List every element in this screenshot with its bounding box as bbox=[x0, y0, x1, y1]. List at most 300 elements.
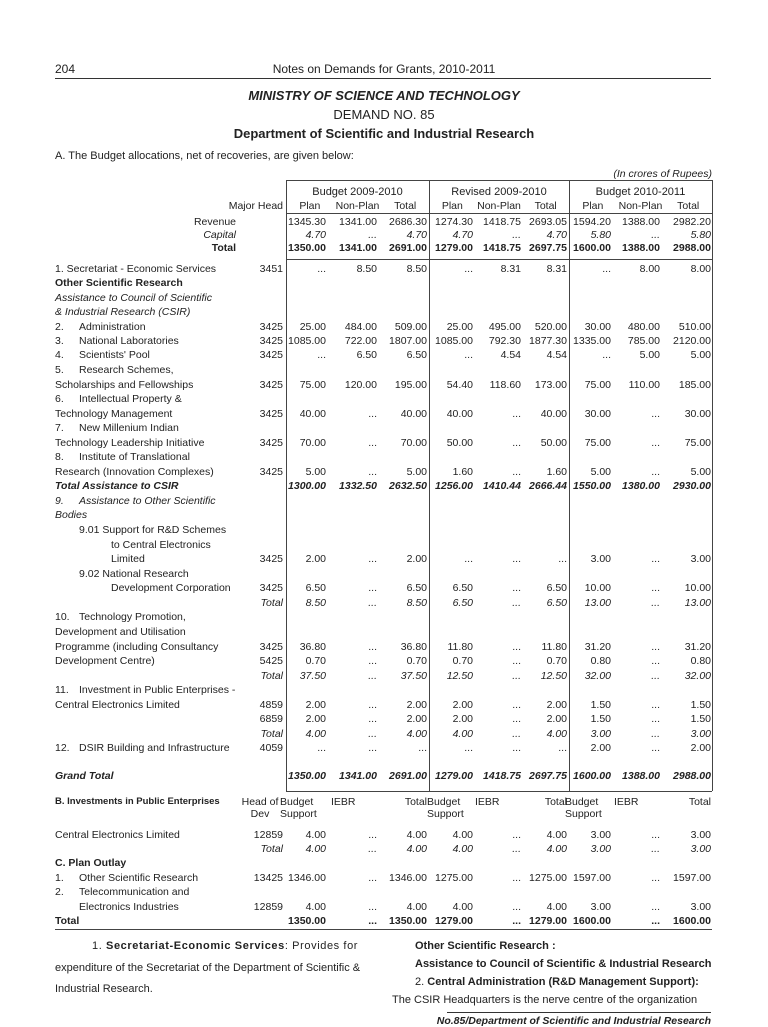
row-value-3: 40.00 bbox=[446, 408, 473, 420]
section-b-row-label: Central Electronics Limited bbox=[55, 829, 180, 841]
row-value-4: ... bbox=[512, 408, 521, 420]
row-label: & Industrial Research (CSIR) bbox=[55, 306, 191, 318]
column-subheader: Plan bbox=[299, 200, 321, 212]
section-b-value-2: 4.00 bbox=[406, 829, 427, 841]
section-c-value-1: ... bbox=[368, 872, 377, 884]
row-value-7: ... bbox=[651, 597, 660, 609]
row-label: Scholarships and Fellowships bbox=[55, 379, 194, 391]
section-b-value-5: 4.00 bbox=[546, 843, 567, 855]
row-label: Scientists' Pool bbox=[79, 349, 150, 361]
row-label: Development and Utilisation bbox=[55, 626, 186, 638]
row-value-1: 6.50 bbox=[356, 349, 377, 361]
row-label: Technology Leadership Initiative bbox=[55, 437, 205, 449]
row-label: Technology Management bbox=[55, 408, 173, 420]
row-value-8: 31.20 bbox=[684, 641, 711, 653]
row-value-4: ... bbox=[512, 655, 521, 667]
row-value-0: 5.00 bbox=[305, 466, 326, 478]
section-c-value-8: 3.00 bbox=[690, 901, 711, 913]
section-c-value-4: ... bbox=[512, 872, 521, 884]
row-value-8: 2120.00 bbox=[673, 335, 711, 347]
column-group-header: Revised 2009-2010 bbox=[451, 186, 547, 198]
row-value-8: 2930.00 bbox=[673, 480, 711, 492]
row-value-2: 2.00 bbox=[406, 553, 427, 565]
row-label: 9.02 National Research bbox=[79, 568, 189, 580]
row-value-5: 2.00 bbox=[546, 699, 567, 711]
row-value-6: 30.00 bbox=[584, 408, 611, 420]
row-value-6: 32.00 bbox=[584, 670, 611, 682]
row-value-8: 32.00 bbox=[684, 670, 711, 682]
row-label: Assistance to Other Scientific bbox=[79, 495, 216, 507]
section-b-col-label: IEBR bbox=[614, 796, 639, 808]
table-hline bbox=[286, 213, 712, 214]
row-major-head: 3425 bbox=[259, 641, 283, 653]
para-2-heading: Central Administration (R&D Management Support): bbox=[427, 976, 699, 988]
row-value-1: 8.50 bbox=[356, 263, 377, 275]
footer-rule bbox=[447, 1012, 711, 1013]
row-value-1: ... bbox=[368, 408, 377, 420]
row-value-0: 4.00 bbox=[305, 728, 326, 740]
row-value-3: ... bbox=[464, 349, 473, 361]
demand-title: DEMAND NO. 85 bbox=[333, 107, 435, 122]
row-label: Development Corporation bbox=[111, 582, 231, 594]
row-value-4: ... bbox=[512, 582, 521, 594]
row-value-4: ... bbox=[512, 553, 521, 565]
section-c-number: 1. bbox=[55, 872, 64, 884]
row-value-6: 30.00 bbox=[584, 321, 611, 333]
row-value-5: 8.31 bbox=[546, 263, 567, 275]
section-b-value-0: 4.00 bbox=[305, 843, 326, 855]
row-major-head: 5425 bbox=[259, 655, 283, 667]
row-value-8: 1.50 bbox=[690, 713, 711, 725]
row-value-7: 785.00 bbox=[627, 335, 660, 347]
section-b-col-label: Budget bbox=[565, 796, 599, 808]
para-1-rest: : Provides for bbox=[284, 940, 359, 952]
row-value-7: ... bbox=[651, 728, 660, 740]
row-label: Investment in Public Enterprises - bbox=[79, 684, 236, 696]
summary-value-1: 1341.00 bbox=[339, 242, 377, 254]
row-value-3: 54.40 bbox=[446, 379, 473, 391]
row-value-4: ... bbox=[512, 437, 521, 449]
row-value-3: 1.60 bbox=[452, 466, 473, 478]
column-subheader: Non-Plan bbox=[477, 200, 521, 212]
para-1-line-2: expenditure of the Secretariat of the Department of Scientific & bbox=[55, 962, 361, 974]
section-c-label: Telecommunication and bbox=[79, 886, 190, 898]
row-value-2: 1807.00 bbox=[389, 335, 427, 347]
row-value-1: ... bbox=[368, 597, 377, 609]
ministry-title: MINISTRY OF SCIENCE AND TECHNOLOGY bbox=[248, 88, 520, 103]
row-value-7: ... bbox=[651, 699, 660, 711]
table-hline bbox=[286, 259, 712, 260]
section-c-value-7: ... bbox=[651, 872, 660, 884]
section-b-value-6: 3.00 bbox=[590, 843, 611, 855]
row-label: 1. Secretariat - Economic Services bbox=[55, 263, 217, 275]
row-value-6: 3.00 bbox=[590, 553, 611, 565]
section-b-col-label: Budget bbox=[280, 796, 314, 808]
column-subheader: Non-Plan bbox=[618, 200, 663, 212]
row-number: 5. bbox=[55, 364, 64, 376]
row-value-1: ... bbox=[368, 742, 377, 754]
row-value-1: 1332.50 bbox=[339, 480, 377, 492]
section-c-value-5: 4.00 bbox=[546, 901, 567, 913]
row-label: Central Electronics Limited bbox=[55, 699, 180, 711]
para-1-line-3: Industrial Research. bbox=[55, 983, 153, 995]
row-value-6: 1.50 bbox=[590, 699, 611, 711]
row-value-5: 6.50 bbox=[546, 582, 567, 594]
section-b-value-6: 3.00 bbox=[590, 829, 611, 841]
row-value-2: 2.00 bbox=[406, 699, 427, 711]
row-value-3: 6.50 bbox=[452, 597, 473, 609]
summary-value-8: 5.80 bbox=[690, 229, 711, 241]
row-major-head: Total bbox=[260, 728, 283, 740]
row-major-head: 3425 bbox=[259, 582, 283, 594]
section-b-value-4: ... bbox=[512, 843, 521, 855]
row-value-8: 1.50 bbox=[690, 699, 711, 711]
row-value-3: ... bbox=[464, 553, 473, 565]
row-value-1: 722.00 bbox=[344, 335, 377, 347]
row-value-6: 1550.00 bbox=[573, 480, 611, 492]
row-label: Limited bbox=[111, 553, 145, 565]
row-value-5: 1.60 bbox=[546, 466, 567, 478]
row-value-6: 0.80 bbox=[590, 655, 611, 667]
column-subheader: Non-Plan bbox=[335, 200, 380, 212]
row-label: Bodies bbox=[55, 509, 88, 521]
row-value-3: 0.70 bbox=[452, 655, 473, 667]
row-major-head: 3425 bbox=[259, 335, 283, 347]
section-c-label: Total bbox=[55, 915, 80, 927]
summary-label: Revenue bbox=[193, 216, 236, 228]
row-value-3: 25.00 bbox=[446, 321, 473, 333]
row-value-2: 2691.00 bbox=[389, 770, 427, 782]
section-c-label: Other Scientific Research bbox=[79, 872, 199, 884]
section-c-value-8: 1600.00 bbox=[673, 915, 711, 927]
section-c-value-7: ... bbox=[651, 901, 660, 913]
summary-value-0: 1350.00 bbox=[288, 242, 326, 254]
row-value-5: ... bbox=[558, 742, 567, 754]
summary-value-0: 1345.30 bbox=[288, 216, 326, 228]
row-number: 9. bbox=[55, 495, 64, 507]
table-vline bbox=[429, 180, 430, 791]
row-label: Grand Total bbox=[55, 770, 114, 782]
section-b-value-0: 4.00 bbox=[305, 829, 326, 841]
row-value-7: ... bbox=[651, 713, 660, 725]
row-value-8: 510.00 bbox=[678, 321, 711, 333]
table-vline bbox=[712, 180, 713, 791]
section-b-value-3: 4.00 bbox=[452, 829, 473, 841]
row-value-8: 3.00 bbox=[690, 553, 711, 565]
row-value-3: 4.00 bbox=[452, 728, 473, 740]
section-b-value-7: ... bbox=[651, 829, 660, 841]
row-value-4: 1418.75 bbox=[483, 770, 521, 782]
row-value-2: 2632.50 bbox=[389, 480, 427, 492]
row-value-7: 5.00 bbox=[639, 349, 660, 361]
row-value-3: ... bbox=[464, 742, 473, 754]
row-value-1: ... bbox=[368, 655, 377, 667]
row-value-0: 6.50 bbox=[305, 582, 326, 594]
row-value-0: 70.00 bbox=[299, 437, 326, 449]
row-value-7: 1388.00 bbox=[622, 770, 660, 782]
table-vline bbox=[286, 180, 287, 791]
section-c-value-1: ... bbox=[368, 901, 377, 913]
row-value-1: ... bbox=[368, 641, 377, 653]
summary-value-7: 1388.00 bbox=[622, 242, 660, 254]
row-value-2: 0.70 bbox=[406, 655, 427, 667]
row-value-2: 8.50 bbox=[406, 263, 427, 275]
row-value-6: 75.00 bbox=[584, 379, 611, 391]
section-b-head: 12859 bbox=[253, 829, 283, 841]
section-c-head: 12859 bbox=[253, 901, 283, 913]
row-value-5: 4.54 bbox=[546, 349, 567, 361]
column-subheader: Plan bbox=[441, 200, 463, 212]
row-value-4: 495.00 bbox=[488, 321, 521, 333]
row-value-1: 1341.00 bbox=[339, 770, 377, 782]
row-value-2: 36.80 bbox=[400, 641, 427, 653]
summary-value-4: ... bbox=[512, 229, 521, 241]
row-value-8: 30.00 bbox=[684, 408, 711, 420]
row-value-1: ... bbox=[368, 713, 377, 725]
row-value-0: 40.00 bbox=[299, 408, 326, 420]
row-major-head: 3425 bbox=[259, 379, 283, 391]
summary-value-3: 1274.30 bbox=[435, 216, 473, 228]
row-major-head: 3425 bbox=[259, 349, 283, 361]
row-value-1: ... bbox=[368, 699, 377, 711]
section-b-col-label: Support bbox=[427, 808, 464, 820]
summary-value-6: 5.80 bbox=[590, 229, 611, 241]
row-value-0: 1300.00 bbox=[288, 480, 326, 492]
row-value-5: 2666.44 bbox=[529, 480, 567, 492]
row-value-7: ... bbox=[651, 670, 660, 682]
section-c-value-2: 4.00 bbox=[406, 901, 427, 913]
row-label: Assistance to Council of Scientific bbox=[55, 292, 212, 304]
row-value-4: ... bbox=[512, 742, 521, 754]
row-value-3: 2.00 bbox=[452, 713, 473, 725]
section-c-value-0: 4.00 bbox=[305, 901, 326, 913]
row-value-6: 10.00 bbox=[584, 582, 611, 594]
row-label: Administration bbox=[79, 321, 146, 333]
row-value-0: 36.80 bbox=[299, 641, 326, 653]
row-number: 7. bbox=[55, 422, 64, 434]
section-c-number: 2. bbox=[55, 886, 64, 898]
row-value-7: 110.00 bbox=[628, 379, 660, 391]
row-value-6: 75.00 bbox=[584, 437, 611, 449]
row-number: 2. bbox=[55, 321, 64, 333]
row-value-3: 11.80 bbox=[447, 641, 473, 653]
row-major-head: 4859 bbox=[259, 699, 283, 711]
row-value-7: 8.00 bbox=[639, 263, 660, 275]
page-number: 204 bbox=[55, 62, 76, 76]
department-title: Department of Scientific and Industrial Research bbox=[233, 126, 535, 141]
row-number: 10. bbox=[55, 611, 70, 623]
row-value-1: 484.00 bbox=[344, 321, 377, 333]
table-hline bbox=[286, 791, 712, 792]
row-value-0: 2.00 bbox=[305, 713, 326, 725]
row-value-0: 1350.00 bbox=[288, 770, 326, 782]
section-b-value-4: ... bbox=[512, 829, 521, 841]
footer-text: No.85/Department of Scientific and Industrial Research bbox=[436, 1015, 711, 1027]
column-subheader: Total bbox=[677, 200, 700, 212]
row-major-head: 3425 bbox=[259, 408, 283, 420]
summary-label: Total bbox=[211, 242, 236, 254]
row-number: 3. bbox=[55, 335, 64, 347]
row-value-4: ... bbox=[512, 713, 521, 725]
row-value-8: 75.00 bbox=[684, 437, 711, 449]
summary-value-6: 1594.20 bbox=[573, 216, 611, 228]
major-head-header: Major Head bbox=[228, 200, 283, 212]
row-label: DSIR Building and Infrastructure bbox=[79, 742, 230, 754]
section-b-value-8: 3.00 bbox=[690, 843, 711, 855]
row-value-8: 3.00 bbox=[690, 728, 711, 740]
section-b-col-label: Total bbox=[688, 796, 711, 808]
summary-value-1: 1341.00 bbox=[339, 216, 377, 228]
row-value-6: 13.00 bbox=[584, 597, 611, 609]
row-label: Development Centre) bbox=[55, 655, 155, 667]
section-c-value-1: ... bbox=[368, 915, 377, 927]
row-value-1: ... bbox=[368, 437, 377, 449]
row-value-7: ... bbox=[651, 408, 660, 420]
row-value-3: 12.50 bbox=[446, 670, 473, 682]
row-value-7: ... bbox=[651, 742, 660, 754]
row-value-6: 1335.00 bbox=[573, 335, 611, 347]
section-b-value-7: ... bbox=[651, 843, 660, 855]
row-value-0: 2.00 bbox=[305, 699, 326, 711]
row-value-6: ... bbox=[602, 263, 611, 275]
column-group-header: Budget 2009-2010 bbox=[312, 186, 403, 198]
row-value-7: ... bbox=[651, 553, 660, 565]
row-value-2: 5.00 bbox=[406, 466, 427, 478]
row-value-5: 2697.75 bbox=[529, 770, 567, 782]
section-c-value-0: 1350.00 bbox=[288, 915, 326, 927]
row-value-2: 70.00 bbox=[400, 437, 427, 449]
row-value-3: 50.00 bbox=[446, 437, 473, 449]
row-major-head: 3425 bbox=[259, 437, 283, 449]
column-subheader: Plan bbox=[582, 200, 604, 212]
section-b-head-label: Head of bbox=[241, 796, 279, 808]
row-value-3: ... bbox=[464, 263, 473, 275]
section-c-value-3: 1275.00 bbox=[435, 872, 473, 884]
section-c-value-4: ... bbox=[512, 901, 521, 913]
section-b-value-1: ... bbox=[368, 843, 377, 855]
summary-value-2: 2691.00 bbox=[389, 242, 427, 254]
row-major-head: Total bbox=[260, 670, 283, 682]
row-value-2: 6.50 bbox=[406, 349, 427, 361]
row-value-8: 185.00 bbox=[678, 379, 711, 391]
row-value-1: ... bbox=[368, 553, 377, 565]
row-label: Research Schemes, bbox=[79, 364, 174, 376]
section-c-title: C. Plan Outlay bbox=[55, 857, 127, 869]
right-heading-1: Other Scientific Research : bbox=[415, 940, 556, 952]
row-value-2: 2.00 bbox=[406, 713, 427, 725]
row-value-5: 12.50 bbox=[540, 670, 567, 682]
row-value-7: ... bbox=[651, 466, 660, 478]
section-c-value-8: 1597.00 bbox=[673, 872, 711, 884]
summary-value-6: 1600.00 bbox=[573, 242, 611, 254]
summary-value-3: 1279.00 bbox=[435, 242, 473, 254]
row-value-2: 509.00 bbox=[394, 321, 427, 333]
column-group-header: Budget 2010-2011 bbox=[595, 186, 686, 198]
row-value-1: ... bbox=[368, 466, 377, 478]
para-1-line-1 bbox=[92, 936, 358, 957]
column-subheader: Total bbox=[534, 200, 557, 212]
row-value-5: 520.00 bbox=[534, 321, 567, 333]
row-number: 8. bbox=[55, 451, 64, 463]
row-value-2: ... bbox=[418, 742, 427, 754]
section-b-value-1: ... bbox=[368, 829, 377, 841]
row-number: 12. bbox=[55, 742, 70, 754]
row-value-8: 5.00 bbox=[690, 466, 711, 478]
section-b-head-label: Dev bbox=[250, 808, 270, 820]
row-value-5: 11.80 bbox=[541, 641, 567, 653]
row-value-4: 8.31 bbox=[500, 263, 521, 275]
row-value-5: 2.00 bbox=[546, 713, 567, 725]
section-b-value-5: 4.00 bbox=[546, 829, 567, 841]
section-c-value-6: 3.00 bbox=[590, 901, 611, 913]
section-c-value-5: 1279.00 bbox=[529, 915, 567, 927]
row-number: 11. bbox=[55, 684, 69, 696]
row-value-8: 5.00 bbox=[690, 349, 711, 361]
table-vline bbox=[569, 180, 570, 791]
row-number: 4. bbox=[55, 349, 64, 361]
row-value-5: 50.00 bbox=[540, 437, 567, 449]
row-value-5: ... bbox=[558, 553, 567, 565]
row-value-7: ... bbox=[651, 641, 660, 653]
row-value-8: 2.00 bbox=[690, 742, 711, 754]
row-value-7: 1380.00 bbox=[622, 480, 660, 492]
row-label: Intellectual Property & bbox=[79, 393, 182, 405]
section-b-col-label: IEBR bbox=[331, 796, 356, 808]
row-value-0: 37.50 bbox=[299, 670, 326, 682]
section-b-value-2: 4.00 bbox=[406, 843, 427, 855]
row-label: Technology Promotion, bbox=[79, 611, 186, 623]
summary-value-1: ... bbox=[368, 229, 377, 241]
summary-value-7: 1388.00 bbox=[622, 216, 660, 228]
para-2-line-2: The CSIR Headquarters is the nerve centre of the organization bbox=[392, 994, 698, 1006]
summary-value-5: 2693.05 bbox=[529, 216, 567, 228]
summary-value-4: 1418.75 bbox=[483, 216, 521, 228]
row-value-0: ... bbox=[317, 263, 326, 275]
row-value-3: 1085.00 bbox=[435, 335, 473, 347]
row-value-8: 10.00 bbox=[684, 582, 711, 594]
row-value-4: 792.30 bbox=[488, 335, 521, 347]
summary-value-2: 2686.30 bbox=[389, 216, 427, 228]
row-value-4: ... bbox=[512, 597, 521, 609]
section-c-label: Electronics Industries bbox=[79, 901, 179, 913]
row-value-0: ... bbox=[317, 349, 326, 361]
row-major-head: 3425 bbox=[259, 466, 283, 478]
row-value-0: 1085.00 bbox=[288, 335, 326, 347]
units-note: (In crores of Rupees) bbox=[613, 168, 712, 180]
row-value-5: 173.00 bbox=[534, 379, 567, 391]
row-number: 6. bbox=[55, 393, 64, 405]
row-value-5: 0.70 bbox=[546, 655, 567, 667]
row-value-4: ... bbox=[512, 641, 521, 653]
row-value-6: 1600.00 bbox=[573, 770, 611, 782]
section-b-col-label: IEBR bbox=[475, 796, 500, 808]
row-label: Programme (including Consultancy bbox=[55, 641, 219, 653]
row-value-2: 195.00 bbox=[394, 379, 427, 391]
section-c-value-6: 1600.00 bbox=[573, 915, 611, 927]
row-value-8: 8.00 bbox=[690, 263, 711, 275]
row-value-2: 6.50 bbox=[406, 582, 427, 594]
section-b-head: Total bbox=[260, 843, 283, 855]
summary-value-4: 1418.75 bbox=[483, 242, 521, 254]
row-label: New Millenium Indian bbox=[79, 422, 179, 434]
row-major-head: 4059 bbox=[259, 742, 283, 754]
column-subheader: Total bbox=[394, 200, 417, 212]
row-value-5: 40.00 bbox=[540, 408, 567, 420]
row-value-4: 1410.44 bbox=[483, 480, 521, 492]
row-value-4: ... bbox=[512, 670, 521, 682]
row-value-4: ... bbox=[512, 466, 521, 478]
row-value-6: 31.20 bbox=[584, 641, 611, 653]
